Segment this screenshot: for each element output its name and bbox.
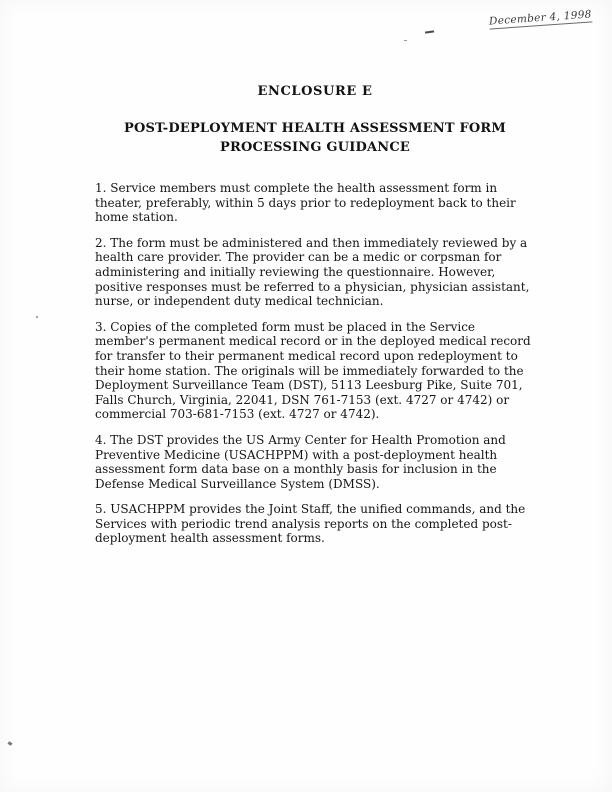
scan-speck	[404, 40, 407, 41]
scan-speck	[8, 741, 13, 746]
stray-pen-mark	[425, 30, 434, 33]
handwritten-date: December 4, 1998	[488, 8, 593, 28]
document-title	[95, 119, 535, 157]
enclosure-label: ENCLOSURE E	[257, 84, 373, 99]
left-margin-mark	[36, 316, 38, 318]
document-title-line-1: POST-DEPLOYMENT HEALTH ASSESSMENT FORM	[123, 121, 507, 136]
paragraph-3: 3. Copies of the completed form must be placed in the Service member's permanent medical record or in the deployed medical record for transfer to their permanent medical record upon redeployment to their home station. The originals will be immediately forwarded to the Deployment Surveillance Team (DST), 5113 Leesburg Pike, Suite 701, Falls Church, Virginia, 22041, DSN 761-7153 (ext. 4727 or 4742) or commercial 703-681-7153 (ext. 4727 or 4742).	[95, 319, 531, 422]
document-body	[95, 84, 535, 557]
paragraph-5: 5. USACHPPM provides the Joint Staff, the unified commands, and the Services with periodic trend analysis reports on the completed post-deployment health assessment forms.	[95, 502, 526, 546]
paragraph-2: 2. The form must be administered and then immediately reviewed by a health care provider. The provider can be a medic or corpsman for administering and initially reviewing the questionnaire. However, positive responses must be referred to a physician, physician assistant, nurse, or independent duty medical technician.	[95, 235, 530, 309]
paragraph-4: 4. The DST provides the US Army Center for Health Promotion and Preventive Medicine (USACHPPM) with a post-deployment health assessment form data base on a monthly basis for inclusion in the Defense Medical Surveillance System (DMSS).	[95, 432, 506, 491]
document-title-line-2: PROCESSING GUIDANCE	[219, 140, 411, 155]
paragraph-1: 1. Service members must complete the health assessment form in theater, preferably, within 5 days prior to redeployment back to their home station.	[95, 181, 516, 225]
